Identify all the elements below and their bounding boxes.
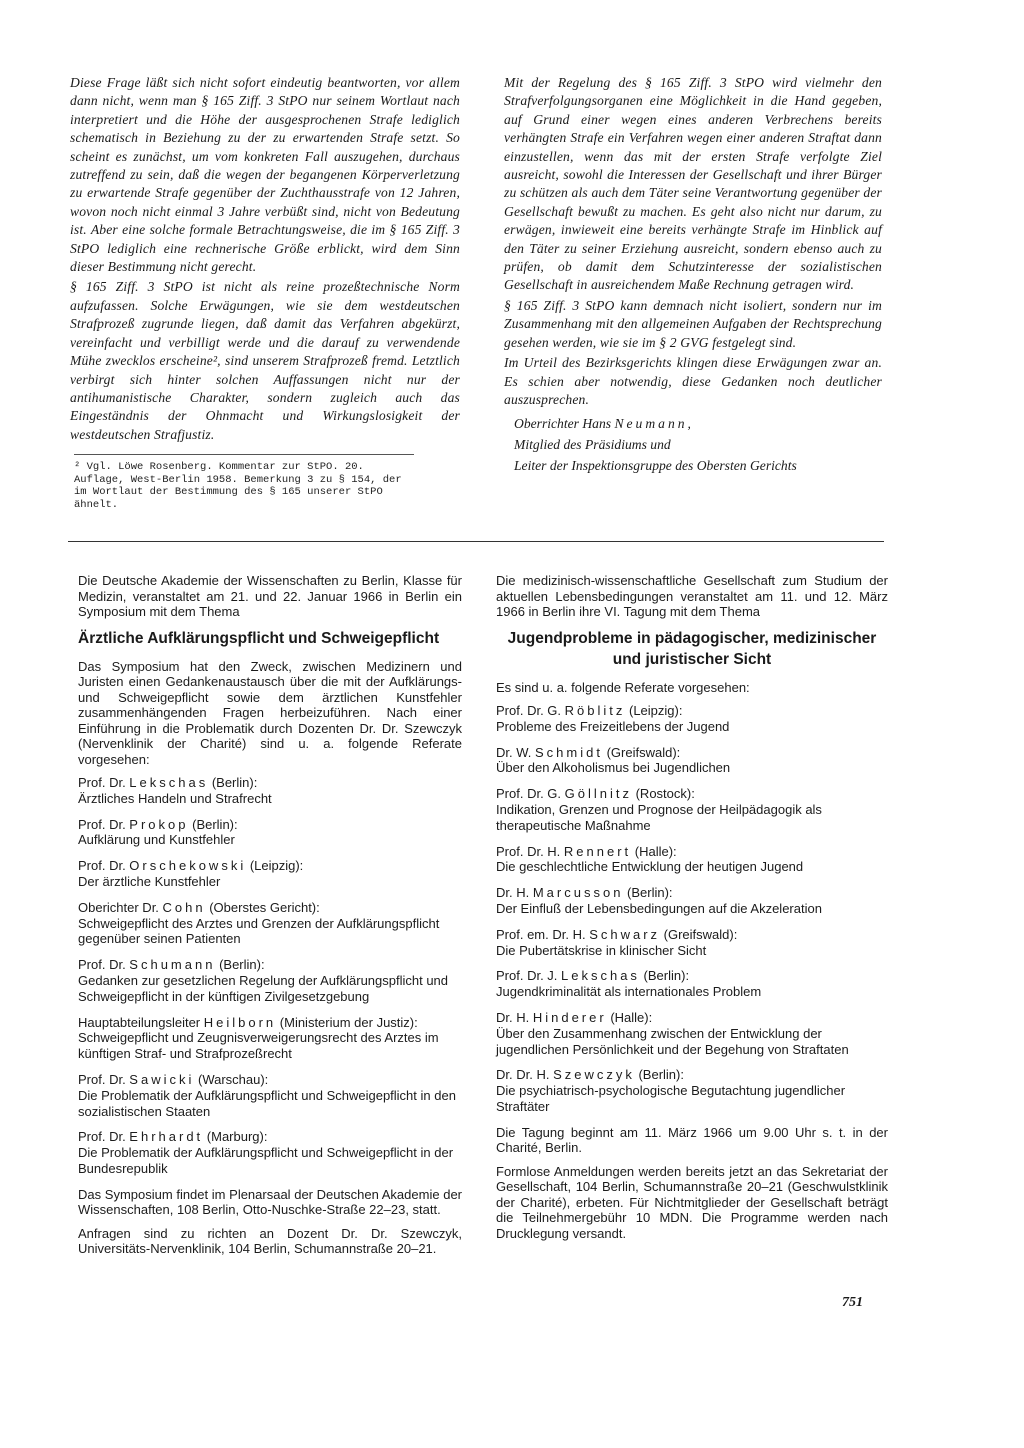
speaker-affiliation: (Berlin):: [639, 968, 690, 984]
speaker-affiliation: (Berlin):: [623, 885, 673, 901]
signature-title: Oberrichter Hans: [514, 416, 615, 432]
announcement-right: [496, 573, 888, 1249]
referate-list: [496, 703, 888, 1115]
speaker-affiliation: (Leipzig):: [246, 858, 304, 874]
speaker-affiliation: (Rostock):: [631, 786, 695, 802]
paragraph: § 165 Ziff. 3 StPO ist nicht als reine prozeßtechnische Norm aufzufassen. Solche Erwägungen, wie sie dem westdeutschen Strafprozeß zugrunde liegen, daß damit das Verfahren abgekürzt, vereinfacht und verbilligt werde und die darauf zu verwendende Mühe zwecklos erscheine², sind unserem Strafprozeß fremd. Letztlich verbirgt sich hinter solchen Auffassungen nicht nur der antihumanistische Charakter, sondern zugleich auch das Eingeständnis der Ohnmacht und Wirkungslosigkeit der westdeutschen Strafjustiz.: [70, 279, 460, 442]
speaker-line: [496, 786, 888, 802]
announcement-location: Das Symposium findet im Plenarsaal der Deutschen Akademie der Wissenschaften, 108 Berlin, Otto-Nuschke-Straße 22–23, statt.: [78, 1186, 462, 1218]
referat-topic: Indikation, Grenzen und Prognose der Heilpädagogik als therapeutische Maßnahme: [496, 801, 822, 833]
speaker-affiliation: (Berlin):: [188, 816, 238, 832]
paragraph: Mit der Regelung des § 165 Ziff. 3 StPO wird vielmehr den Strafverfolgungsorganen eine Möglichkeit in die Hand gegeben, auf Grund einer wegen eines anderen Verbrechens bereits verhängten Strafe ein Verfahren wegen einer anderen Straftat dann einzustellen, wenn das mit der ersten Strafe verfolgte Ziel ausreicht, sowohl die Interessen der Gesellschaft und ihrer Bürger zu schützen als auch dem Täter seine Verantwortung gegenüber der Gesellschaft bewußt zu machen. Es geht also nicht nur darum, zu erwägen, inwieweit eine bereits verhängte Strafe im Hinblick auf den Täter zu seiner Erziehung ausreicht, sondern ebenso auch zu prüfen, ob damit dem Schutzinteresse der sozialistischen Gesellschaft in ausreichendem Maße Rechnung getragen wird.: [504, 75, 882, 293]
speaker-name: Schmidt: [535, 744, 603, 760]
speaker-line: [78, 900, 462, 916]
announcement-intro: Die medizinisch-wissenschaftliche Gesellschaft zum Studium der aktuellen Lebensbedingungen veranstaltet am 11. und 12. März 1966 in Berlin ihre VI. Tagung mit dem Thema: [496, 573, 888, 619]
speaker-name: Rennert: [563, 843, 632, 859]
speaker-name: Marcusson: [532, 885, 624, 901]
signature-name: Neumann,: [614, 416, 694, 432]
speaker-name: Szewczyk: [553, 1067, 635, 1083]
speaker-affiliation: (Berlin):: [215, 957, 265, 973]
speaker-affiliation: (Leipzig):: [625, 703, 683, 718]
referat-item: [78, 900, 462, 947]
speaker-affiliation: (Berlin):: [208, 775, 258, 790]
referat-topic: Schweigepflicht und Zeugnisverweigerungsrecht des Arztes im künftigen Straf- und Strafprozeßrecht: [78, 1030, 439, 1062]
speaker-affiliation: (Berlin):: [634, 1067, 684, 1083]
announcement-heading: Ärztliche Aufklärungspflicht und Schweigepflicht: [78, 629, 440, 647]
speaker-prefix: Prof. Dr.: [78, 1129, 130, 1145]
speaker-name: Orschekowski: [129, 858, 247, 874]
speaker-line: [496, 968, 888, 984]
referat-topic: Ärztliches Handeln und Strafrecht: [78, 790, 272, 806]
referat-topic: Über den Zusammenhang zwischen der Entwicklung der jugendlichen Persönlichkeit und der Begehung von Straftaten: [496, 1025, 849, 1057]
speaker-affiliation: (Oberstes Gericht):: [205, 899, 320, 915]
speaker-affiliation: (Halle):: [631, 843, 677, 859]
referat-item: [496, 703, 888, 735]
article-column-left: [70, 74, 460, 511]
referat-item: [78, 1129, 462, 1176]
speaker-name: Hinderer: [532, 1009, 607, 1025]
announcement-contact: Anfragen sind zu richten an Dozent Dr. Dr. Szewczyk, Universitäts-Nervenklinik, 104 Berlin, Schumannstraße 20–21.: [78, 1225, 462, 1257]
speaker-name: Göllnitz: [564, 786, 632, 802]
speaker-line: [496, 885, 888, 901]
announcement-purpose: Das Symposium hat den Zweck, zwischen Medizinern und Juristen einen Gedankenaustausch über die mit der Aufklärungs- und Schweigepflicht sowie dem ärztlichen Kunstfehler zusammenhängenden Fragen herbeizuführen. Nach einer Einführung in die Problematik durch Dozenten Dr. Dr. Szewczyk (Nervenklinik der Charité) sind u. a. folgende Referate vorgesehen:: [78, 658, 462, 767]
announcement-lead: Es sind u. a. folgende Referate vorgesehen:: [496, 679, 750, 695]
paragraph: § 165 Ziff. 3 StPO kann demnach nicht isoliert, sondern nur im Zusammenhang mit den allgemeinen Aufgaben der Rechtsprechung gesehen werden, wie sie im § 2 GVG festgelegt sind.: [504, 297, 882, 350]
referat-item: [496, 885, 888, 917]
announcement-heading: Jugendprobleme in pädagogischer, medizinischer und juristischer Sicht: [507, 629, 877, 668]
speaker-name: Prokop: [129, 816, 189, 832]
speaker-prefix: Dr. W.: [496, 744, 535, 760]
page-number: 751: [842, 1295, 863, 1310]
speaker-prefix: Dr. H.: [496, 1009, 533, 1025]
referat-topic: Der Einfluß der Lebensbedingungen auf die Akzeleration: [496, 900, 822, 916]
referat-item: [496, 927, 888, 959]
speaker-prefix: Dr. H.: [496, 885, 533, 901]
referat-item: [496, 786, 888, 833]
referate-list: [78, 775, 462, 1177]
referat-topic: Die geschlechtliche Entwicklung der heutigen Jugend: [496, 859, 804, 875]
speaker-affiliation: (Ministerium der Justiz):: [276, 1014, 418, 1030]
paragraph: Im Urteil des Bezirksgerichts klingen diese Erwägungen zwar an. Es schien aber notwendig, diese Gedanken noch deutlicher auszusprechen.: [504, 355, 882, 407]
speaker-prefix: Prof. Dr. G.: [496, 703, 565, 718]
speaker-prefix: Prof. Dr. G.: [496, 786, 565, 802]
speaker-name: Schwarz: [589, 926, 661, 942]
signature-line: Leiter der Inspektionsgruppe des Obersten Gerichts: [514, 458, 797, 474]
speaker-name: Schumann: [129, 957, 216, 973]
referat-item: [78, 817, 462, 849]
referat-item: [496, 1010, 888, 1057]
speaker-line: [78, 1129, 462, 1145]
speaker-name: Lekschas: [561, 968, 640, 984]
speaker-line: [78, 775, 462, 791]
article-column-right: [504, 74, 882, 476]
referat-topic: Probleme des Freizeitlebens der Jugend: [496, 718, 730, 734]
speaker-line: [496, 703, 888, 719]
referat-topic: Gedanken zur gesetzlichen Regelung der Aufklärungspflicht und Schweigepflicht in der künftigen Zivilgesetzgebung: [78, 972, 449, 1004]
speaker-line: [496, 927, 888, 943]
paragraph: Diese Frage läßt sich nicht sofort eindeutig beantworten, vor allem dann nicht, wenn man § 165 Ziff. 3 StPO nur seinem Wortlaut nach interpretiert und die Höhe der ausgesprochenen Strafe lediglich schematisch in Beziehung zu der zu erwartenden Strafe setzt. So scheint es zunächst, um vom konkreten Fall auszugehen, durchaus zutreffend zu sein, daß die wegen der begangenen Körperverletzung zu erwartende Strafe gegenüber der Zuchthausstrafe von 12 Jahren, wovon noch nicht einmal 3 Jahre verbüßt sind, nicht von Bedeutung ist. Aber eine solche formale Betrachtungsweise, die im § 165 Ziff. 3 StPO lediglich eine rechnerische Größe erblickt, wird dem Sinn dieser Bestimmung nicht gerecht.: [70, 75, 460, 275]
referat-topic: Schweigepflicht des Arztes und Grenzen der Aufklärungspflicht gegenüber seinen Patienten: [78, 915, 440, 947]
speaker-affiliation: (Warschau):: [194, 1071, 269, 1087]
referat-topic: Der ärztliche Kunstfehler: [78, 873, 221, 889]
referat-item: [78, 957, 462, 1004]
referat-topic: Über den Alkoholismus bei Jugendlichen: [496, 760, 731, 776]
referat-item: [496, 968, 888, 1000]
speaker-line: [496, 844, 888, 860]
speaker-line: [496, 1067, 888, 1083]
speaker-line: [78, 817, 462, 833]
announcement-schedule: Die Tagung beginnt am 11. März 1966 um 9.00 Uhr s. t. in der Charité, Berlin.: [496, 1124, 888, 1156]
speaker-name: Röblitz: [564, 703, 626, 718]
footnote: ² Vgl. Löwe Rosenberg. Kommentar zur StPO. 20. Auflage, West-Berlin 1958. Bemerkung 3 zu § 154, der im Wortlaut der Bestimmung des § 165 unserer StPO ähnelt.: [74, 454, 414, 511]
speaker-line: [78, 957, 462, 973]
speaker-prefix: Prof. em. Dr. H.: [496, 926, 590, 942]
referat-topic: Aufklärung und Kunstfehler: [78, 832, 235, 848]
speaker-line: [496, 1010, 888, 1026]
referat-topic: Die Pubertätskrise in klinischer Sicht: [496, 942, 707, 958]
referat-topic: Die psychiatrisch-psychologische Begutachtung jugendlicher Straftäter: [496, 1083, 846, 1114]
signature-line: [514, 413, 882, 434]
announcement-registration: Formlose Anmeldungen werden bereits jetzt an das Sekretariat der Gesellschaft, 104 Berlin, Schumannstraße 20–21 (Geschwulstklinik der Charité), erbeten. Für Nichtmitglieder der Gesellschaft beträgt die Teilnehmergebühr 10 MDN. Die Programme werden nach Drucklegung versandt.: [496, 1163, 888, 1241]
speaker-prefix: Dr. Dr. H.: [496, 1067, 554, 1083]
speaker-line: [78, 1072, 462, 1088]
signature-block: [514, 413, 882, 476]
speaker-prefix: Oberichter Dr.: [78, 899, 163, 915]
speaker-prefix: Prof. Dr.: [78, 858, 130, 874]
speaker-name: Ehrhardt: [129, 1129, 204, 1145]
speaker-line: [78, 1015, 462, 1031]
speaker-prefix: Prof. Dr. J.: [496, 968, 562, 984]
referat-item: [78, 1015, 462, 1062]
speaker-prefix: Prof. Dr.: [78, 957, 130, 973]
speaker-affiliation: (Greifswald):: [602, 744, 681, 760]
speaker-line: [78, 858, 462, 874]
referat-item: [78, 775, 462, 807]
referat-topic: Jugendkriminalität als internationales Problem: [496, 984, 762, 1000]
referat-item: [78, 858, 462, 890]
signature-line: Mitglied des Präsidiums und: [514, 437, 671, 453]
announcement-left: [78, 573, 462, 1265]
speaker-name: Lekschas: [129, 775, 209, 790]
referat-item: [496, 1067, 888, 1114]
speaker-prefix: Hauptabteilungsleiter: [78, 1014, 204, 1030]
speaker-prefix: Prof. Dr.: [78, 775, 130, 790]
speaker-prefix: Prof. Dr.: [78, 816, 130, 832]
referat-topic: Die Problematik der Aufklärungspflicht und Schweigepflicht in der Bundesrepublik: [78, 1145, 454, 1176]
speaker-affiliation: (Marburg):: [203, 1129, 268, 1145]
section-divider: [68, 541, 884, 542]
referat-topic: Die Problematik der Aufklärungspflicht und Schweigepflicht in den sozialistischen Staaten: [78, 1087, 456, 1119]
announcement-intro: Die Deutsche Akademie der Wissenschaften zu Berlin, Klasse für Medizin, veranstaltet am 21. und 22. Januar 1966 in Berlin ein Symposium mit dem Thema: [78, 573, 462, 619]
speaker-name: Sawicki: [129, 1071, 195, 1087]
speaker-prefix: Prof. Dr.: [78, 1071, 130, 1087]
speaker-prefix: Prof. Dr. H.: [496, 843, 564, 859]
speaker-affiliation: (Greifswald):: [660, 926, 738, 942]
speaker-affiliation: (Halle):: [606, 1009, 653, 1025]
referat-item: [496, 745, 888, 777]
referat-item: [78, 1072, 462, 1119]
speaker-line: [496, 745, 888, 761]
referat-item: [496, 844, 888, 876]
speaker-name: Heilborn: [203, 1014, 277, 1030]
speaker-name: Cohn: [162, 899, 206, 915]
